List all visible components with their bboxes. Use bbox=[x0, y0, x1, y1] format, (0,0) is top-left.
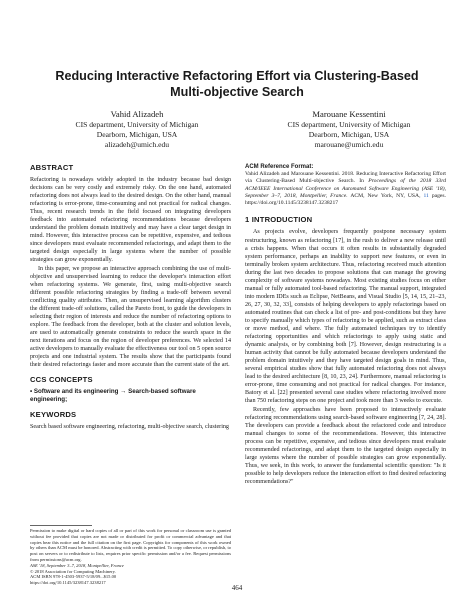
ccs-heading: CCS CONCEPTS bbox=[30, 375, 93, 385]
title-line-2: Multi-objective Search bbox=[170, 85, 304, 99]
footnote-venue: ASE '18, September 3–7, 2018, Montpellier, France bbox=[30, 562, 124, 568]
author-dept: CIS department, University of Michigan bbox=[287, 120, 411, 129]
keywords-text: Search based software engineering, refactoring, multi-objective search, clustering bbox=[30, 424, 229, 431]
author-city: Dearborn, Michigan, USA bbox=[308, 130, 390, 139]
permission-text: Permission to make digital or hard copies of all or part of this work for personal or classroom use is granted without fee provided that copies are not made or distributed for profit or commercial advantage and that copies bear this notice and the full citation on the first page. Copyrights for components of this work owned by others than ACM must be honored. Abstracting with credit is permitted. To copy otherwise, or republish, to post on servers or to redistribute to lists, requires prior specific permission and/or a fee. Request permissions from permissions@acm.org. bbox=[30, 528, 231, 562]
left-column bbox=[30, 163, 231, 431]
intro-paragraph-1: As projects evolve, developers frequently postpone necessary system restructuring, known as refactoring [17], in the rush to deliver a new release until a crisis happens. When that occurs it often results in substantially degraded system performance, perhaps an inability to support new features, or even in terminally broken system architecture. Thus, refactoring received much attention during the last two decades to propose solutions that can manage the growing complexity of software systems nowadays. Most existing studies focus on either manual or fully automated tool-based refactoring. The manual support, integrated into modern IDEs such as Eclipse, NetBeans, and Visual Studio [5, 14, 15, 21–23, 26, 27, 30, 32, 33], consists of helping developers to apply refactorings based on automated routines that can check a list of pre- and post-conditions but they have to specify manually which types of refactoring to be applied, such as extract class or move method, and where. The fully automated techniques try to identify refactoring opportunities and which refactorings to apply using static and dynamic analysis, or by combining both [7]. However, design restructuring is a human activity that cannot be fully automated because developers understand the problem domain intuitively and they have targeted design goals in mind. Thus, several empirical studies show that fully automated refactoring does not always lead to the desired architecture [8, 10, 23, 24]. Furthermore, manual refactoring is error-prone, time consuming and not practical for radical changes. For instance, Batory et al. [22] presented several case studies where refactoring involved more than 750 refactoring steps on one project and took more than 3 weeks to execute. bbox=[245, 229, 446, 405]
author-email[interactable]: alizadeh@umich.edu bbox=[104, 140, 170, 149]
reference-pages-label: pages. bbox=[428, 192, 446, 199]
introduction-heading: 1 INTRODUCTION bbox=[245, 215, 313, 225]
author-dept: CIS department, University of Michigan bbox=[75, 120, 199, 129]
reference-proceedings: Proceedings of the 2018 33rd ACM/IEEE International Conference on Automated Software Engineering (ASE '18), September 3–7, 2018, Montpellier, France. bbox=[245, 178, 446, 199]
abstract-heading: ABSTRACT bbox=[30, 163, 74, 172]
footnote-isbn: ACM ISBN 978-1-4503-5937-5/18/09...$15.00 bbox=[30, 574, 117, 580]
paper-title bbox=[30, 68, 444, 100]
right-column bbox=[245, 163, 446, 486]
author-block-1 bbox=[52, 108, 222, 150]
reference-pages-link[interactable]: 11 bbox=[423, 192, 429, 199]
author-email[interactable]: marouane@umich.edu bbox=[314, 140, 384, 149]
acm-reference-heading: ACM Reference Format: bbox=[245, 164, 314, 170]
footnote-rule bbox=[30, 525, 92, 526]
author-name: Vahid Alizadeh bbox=[110, 109, 164, 119]
permission-footnote bbox=[30, 525, 231, 586]
title-line-1: Reducing Interactive Refactoring Effort via Clustering-Based bbox=[55, 69, 419, 83]
reference-doi-link[interactable]: https://doi.org/10.1145/3238147.3238217 bbox=[245, 200, 339, 207]
reference-authors-title: Vahid Alizadeh and Marouane Kessentini. 2018. Reducing Interactive Refactoring Effort via Clustering-Based Multi-objective Search. In bbox=[245, 171, 446, 185]
author-name: Marouane Kessentini bbox=[312, 109, 386, 119]
acm-reference-text bbox=[245, 171, 446, 207]
intro-paragraph-2: Recently, few approaches have been proposed to interactively evaluate refactoring recommendations using search-based software engineering [7, 24, 28]. The developers can provide a feedback about the refactored code and introduce manual changes to some of the recommendations. However, this interactive process can be repetitive, expensive, and tedious since developers must evaluate recommended refactorings, and adapt them to the targeted design especially in large systems where the number of possible strategies can grow exponentially. Thus, we seek, in this work, to answer the fundamental scientific question: "Is it possible to help developers reduce the interaction effort to find desired refactoring recommendations?" bbox=[245, 406, 446, 485]
footnote-copyright: © 2018 Association for Computing Machinery. bbox=[30, 568, 116, 574]
author-city: Dearborn, Michigan, USA bbox=[96, 130, 178, 139]
abstract-paragraph-1: Refactoring is nowadays widely adopted in the industry because bad design decisions can be very costly and extremely risky. On the one hand, automated refactoring does not always lead to the desired design. On the other hand, manual refactoring is error-prone, time-consuming and not practical for radical changes. Thus, recent research trends in the field focused on integrating developers feedback into automated refactoring recommendations because developers understand the problem domain intuitively and may have a clear target design in mind. However, this interactive process can be repetitive, expensive, and tedious since developers must evaluate recommended refactorings, and adapt them to the targeted design especially in large systems where the number of possible strategies can grow exponentially. bbox=[30, 177, 231, 264]
ccs-concepts-text: • Software and its engineering → Search-based software engineering; bbox=[30, 388, 196, 404]
keywords-heading: KEYWORDS bbox=[30, 410, 77, 420]
author-block-2 bbox=[264, 108, 434, 150]
footnote-doi-link[interactable]: https://doi.org/10.1145/3238147.3238217 bbox=[30, 580, 106, 586]
reference-publisher: ACM, New York, NY, USA, bbox=[347, 192, 424, 199]
abstract-paragraph-2: In this paper, we propose an interactive approach combining the use of multi-objective and unsupervised learning to reduce the developer's interaction effort when refactoring systems. We generate, first, using multi-objective search different possible refactoring strategies by finding a trade-off between several conflicting quality attributes. Then, an unsupervised learning algorithm clusters the different trade-off solutions, called the Pareto front, to guide the developers in selecting their region of interests and reduce the number of refactoring options to explore. The feedback from the developer, both at the cluster and solution levels, are used to automatically generate constraints to reduce the search space in the next iterations and focus on the region of developer preferences. We selected 14 active developers to manually evaluate the effectiveness our tool on 5 open source projects and one industrial system. The results show that the participants found their desired refactorings faster and more accurate than the current state of the art. bbox=[30, 265, 231, 369]
page-number: 464 bbox=[231, 584, 243, 592]
